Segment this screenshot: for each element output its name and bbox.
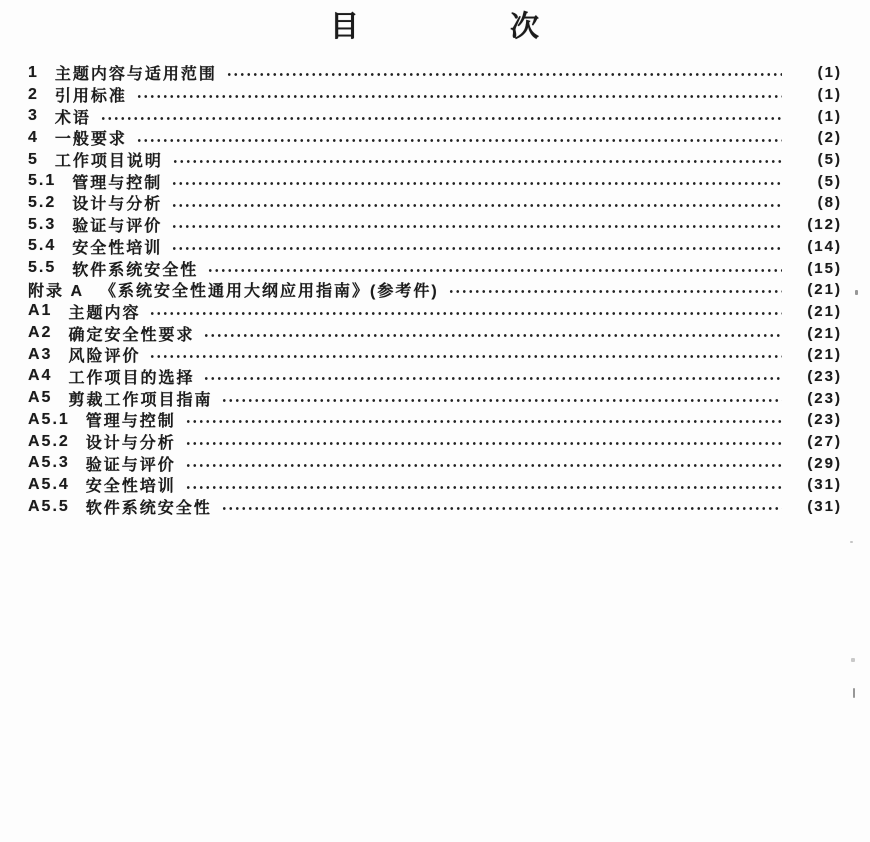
page-title-char-right: 次	[510, 11, 541, 43]
toc-entry	[28, 322, 842, 344]
dot-leader	[207, 267, 782, 273]
dot-leader	[171, 202, 782, 208]
dot-leader	[185, 484, 782, 490]
toc-entry-title: 剪裁工作项目指南	[68, 391, 213, 409]
toc-entry	[28, 214, 842, 236]
toc-entry-title: 《系统安全性通用大纲应用指南》(参考件)	[100, 283, 439, 301]
toc-entry	[28, 452, 842, 474]
toc-entry	[28, 105, 842, 127]
toc-entry-page-number: (23)	[807, 411, 842, 429]
toc-entry-number: 5.3	[28, 215, 57, 233]
toc-entry-title: 验证与评价	[72, 218, 163, 236]
dot-leader	[203, 332, 782, 338]
dot-leader	[136, 94, 782, 100]
toc-entry-title: 主题内容	[68, 304, 141, 322]
dot-leader	[171, 180, 782, 186]
scan-speck	[855, 290, 858, 295]
dot-leader	[226, 72, 782, 78]
toc-entry-title: 安全性培训	[85, 478, 176, 496]
toc-entry-page-number: (8)	[817, 194, 842, 212]
toc-entry-title: 术语	[54, 109, 91, 127]
toc-entry-title: 工作项目说明	[54, 153, 163, 171]
toc-entry	[28, 301, 842, 323]
toc-entry-number: A5.3	[28, 454, 70, 472]
dot-leader	[185, 419, 782, 425]
toc-entry-page-number: (27)	[807, 433, 842, 451]
toc-entry-page-number: (15)	[807, 259, 842, 277]
toc-entry	[28, 236, 842, 258]
toc-entry-number: A3	[28, 345, 53, 363]
toc-entry	[28, 474, 842, 496]
toc-entry-page-number: (23)	[807, 367, 842, 385]
toc-entry-page-number: (23)	[807, 389, 842, 407]
toc-entry-page-number: (21)	[807, 324, 842, 342]
dot-leader	[172, 159, 782, 165]
scan-speck	[851, 658, 855, 662]
toc-entry-number: 4	[28, 128, 39, 146]
toc-entry	[28, 409, 842, 431]
toc-entry	[28, 127, 842, 149]
dot-leader	[185, 441, 782, 447]
page-title	[0, 4, 870, 45]
toc-entry	[28, 344, 842, 366]
dot-leader	[149, 354, 782, 360]
toc-entry-page-number: (14)	[807, 237, 842, 255]
toc-entry-title: 风险评价	[68, 348, 141, 366]
toc-list	[28, 62, 842, 517]
toc-entry-title: 软件系统安全性	[85, 500, 212, 518]
toc-entry-number: 5.4	[28, 237, 57, 255]
toc-entry-number: A5.5	[28, 497, 70, 515]
toc-entry-number: A1	[28, 302, 53, 320]
toc-entry-page-number: (21)	[807, 346, 842, 364]
toc-entry-number: 附录 A	[28, 283, 85, 301]
toc-entry-page-number: (5)	[817, 172, 842, 190]
toc-entry-title: 主题内容与适用范围	[54, 66, 217, 84]
toc-entry	[28, 149, 842, 171]
toc-entry-title: 确定安全性要求	[68, 326, 195, 344]
toc-entry-number: A5	[28, 389, 53, 407]
toc-entry-page-number: (1)	[817, 64, 842, 82]
toc-entry-page-number: (1)	[817, 86, 842, 104]
toc-entry-title: 一般要求	[54, 131, 127, 149]
toc-entry-title: 管理与控制	[85, 413, 176, 431]
dot-leader	[221, 397, 782, 403]
toc-entry-page-number: (2)	[817, 129, 842, 147]
dot-leader	[171, 224, 782, 230]
toc-entry-number: A4	[28, 367, 53, 385]
dot-leader	[136, 137, 782, 143]
toc-entry-page-number: (31)	[807, 476, 842, 494]
toc-entry-title: 设计与分析	[85, 435, 176, 453]
toc-entry	[28, 257, 842, 279]
scan-speck	[850, 541, 853, 543]
toc-entry-number: 5	[28, 150, 39, 168]
toc-entry	[28, 170, 842, 192]
toc-entry-number: 5.2	[28, 193, 57, 211]
toc-entry	[28, 366, 842, 388]
toc-entry	[28, 387, 842, 409]
toc-entry-number: 2	[28, 85, 39, 103]
scan-speck	[853, 688, 855, 698]
toc-entry-number: 5.5	[28, 259, 57, 277]
toc-entry-number: 1	[28, 63, 39, 81]
toc-entry-number: 5.1	[28, 172, 57, 190]
toc-entry-title: 工作项目的选择	[68, 369, 195, 387]
toc-entry-title: 管理与控制	[72, 174, 163, 192]
toc-entry-page-number: (1)	[817, 107, 842, 125]
toc-entry-number: A5.4	[28, 475, 70, 493]
toc-entry-title: 设计与分析	[72, 196, 163, 214]
toc-entry-number: A2	[28, 324, 53, 342]
toc-entry-number: A5.1	[28, 410, 70, 428]
toc-entry-number: 3	[28, 107, 39, 125]
dot-leader	[203, 375, 782, 381]
toc-entry-page-number: (31)	[807, 498, 842, 516]
toc-entry	[28, 62, 842, 84]
toc-entry-title: 验证与评价	[85, 456, 176, 474]
toc-entry-page-number: (5)	[817, 151, 842, 169]
toc-entry-page-number: (21)	[807, 281, 842, 299]
dot-leader	[171, 245, 782, 251]
toc-entry-title: 安全性培训	[72, 239, 163, 257]
dot-leader	[149, 310, 782, 316]
toc-entry-page-number: (12)	[807, 216, 842, 234]
toc-entry-title: 软件系统安全性	[72, 261, 199, 279]
dot-leader	[221, 506, 782, 512]
toc-entry	[28, 496, 842, 518]
toc-entry	[28, 192, 842, 214]
toc-entry-number: A5.2	[28, 432, 70, 450]
toc-entry	[28, 431, 842, 453]
toc-entry-page-number: (29)	[807, 454, 842, 472]
dot-leader	[448, 289, 782, 295]
toc-entry	[28, 84, 842, 106]
dot-leader	[100, 115, 782, 121]
page-title-char-left: 目	[329, 11, 360, 43]
toc-entry	[28, 279, 842, 301]
toc-entry-page-number: (21)	[807, 302, 842, 320]
toc-entry-title: 引用标准	[54, 88, 127, 106]
dot-leader	[185, 462, 782, 468]
